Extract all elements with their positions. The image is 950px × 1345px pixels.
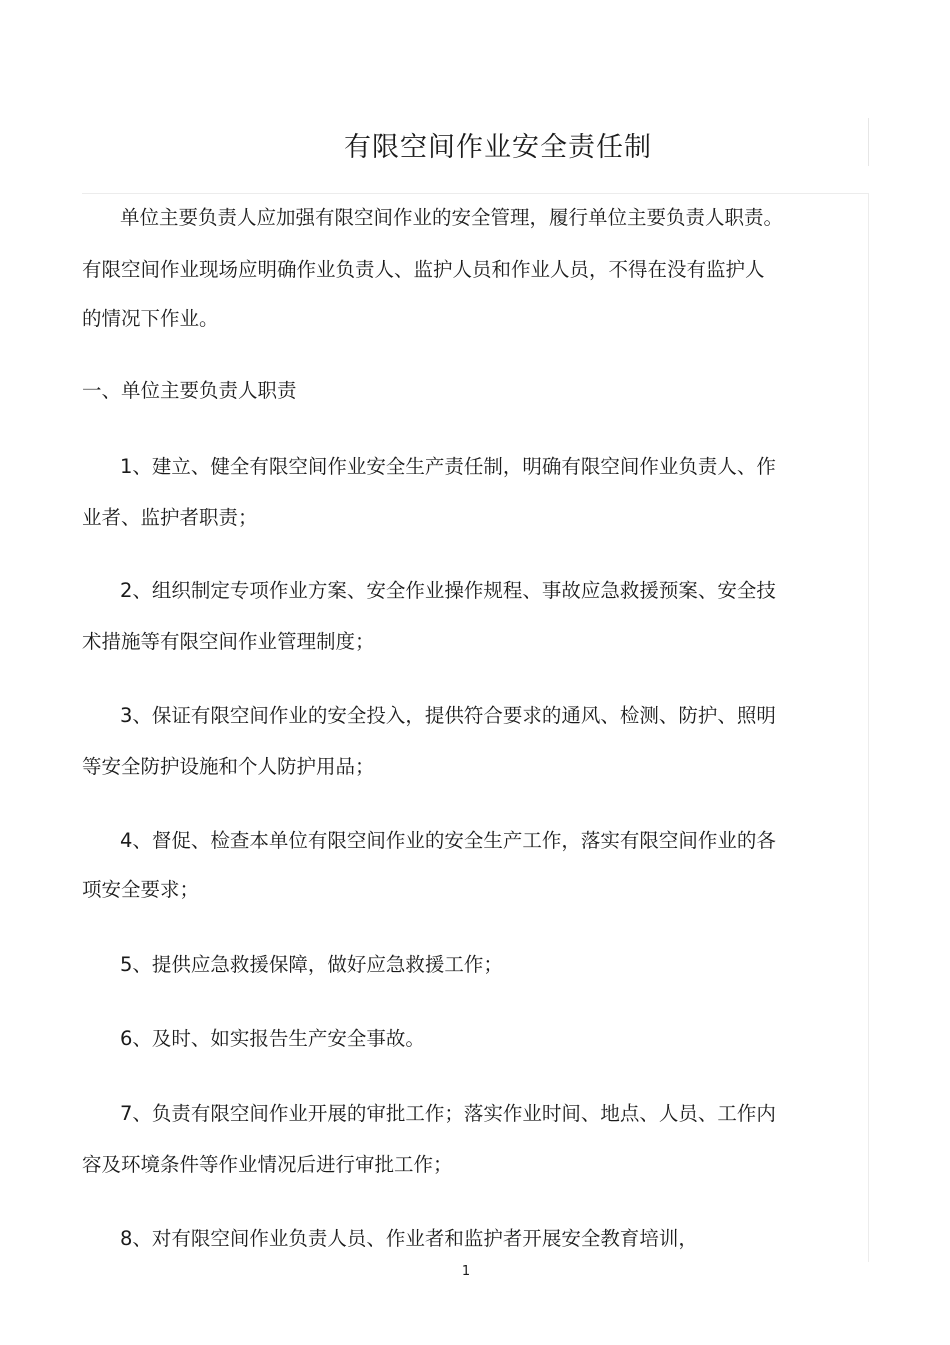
intro-line-2: 有限空间作业现场应明确作业负责人、监护人员和作业人员，不得在没有监护人 [82, 258, 765, 281]
item-8-line-1: 8、对有限空间作业负责人员、作业者和监护者开展安全教育培训， [120, 1227, 698, 1250]
header-divider [82, 193, 869, 194]
title-right-rule [868, 118, 869, 166]
item-2-line-2: 术措施等有限空间作业管理制度； [82, 630, 375, 653]
page-number: 1 [461, 1264, 471, 1279]
item-4-line-1: 4、督促、检查本单位有限空间作业的安全生产工作，落实有限空间作业的各 [120, 829, 776, 852]
item-7-line-2: 容及环境条件等作业情况后进行审批工作； [82, 1153, 453, 1176]
item-3-line-1: 3、保证有限空间作业的安全投入，提供符合要求的通风、检测、防护、照明 [120, 704, 776, 727]
item-3-line-2: 等安全防护设施和个人防护用品； [82, 755, 375, 778]
section-heading: 一、单位主要负责人职责 [82, 379, 297, 402]
item-4-line-2: 项安全要求； [82, 878, 200, 901]
item-5-line-1: 5、提供应急救援保障，做好应急救援工作； [120, 953, 503, 976]
item-1-line-1: 1、建立、健全有限空间作业安全生产责任制，明确有限空间作业负责人、作 [120, 455, 776, 478]
document-title: 有限空间作业安全责任制 [344, 132, 652, 163]
item-2-line-1: 2、组织制定专项作业方案、安全作业操作规程、事故应急救援预案、安全技 [120, 579, 776, 602]
intro-line-3: 的情况下作业。 [82, 307, 219, 330]
right-margin-rule [868, 194, 869, 1262]
item-6-line-1: 6、及时、如实报告生产安全事故。 [120, 1027, 425, 1050]
item-7-line-1: 7、负责有限空间作业开展的审批工作；落实作业时间、地点、人员、工作内 [120, 1102, 776, 1125]
item-1-line-2: 业者、监护者职责； [82, 506, 258, 529]
intro-line-1: 单位主要负责人应加强有限空间作业的安全管理，履行单位主要负责人职责。 [120, 206, 784, 229]
